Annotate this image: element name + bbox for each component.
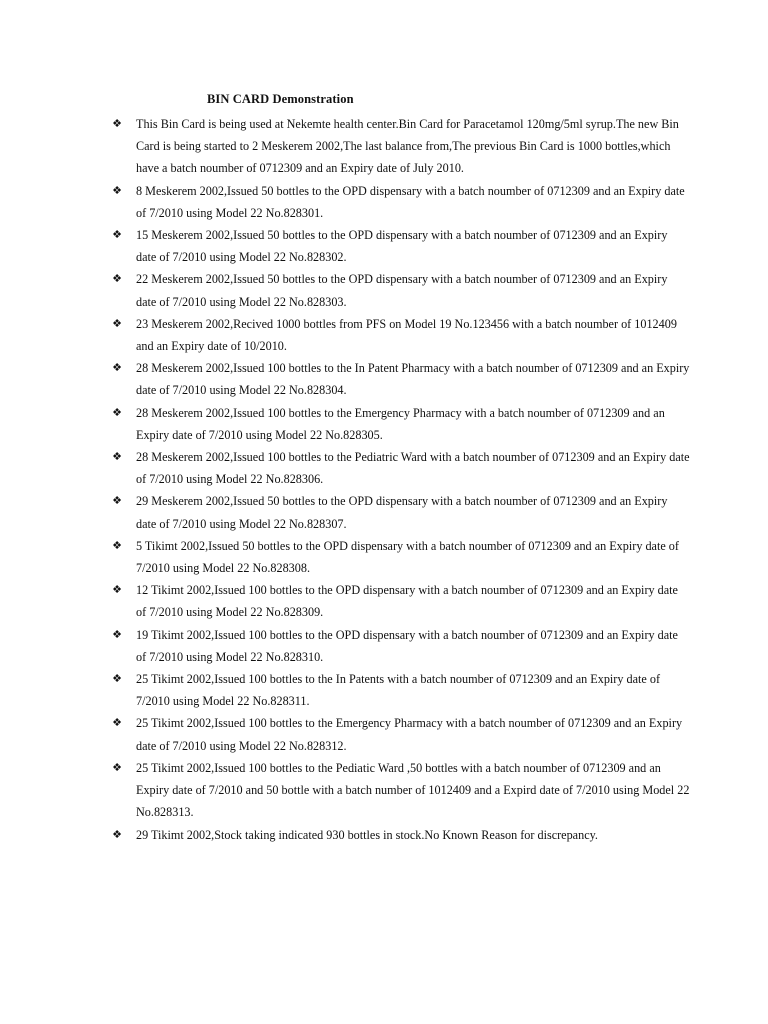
diamond-bullet-icon: ❖ xyxy=(112,672,122,686)
list-item xyxy=(110,446,690,490)
entry-text: 25 Tikimt 2002,Issued 100 bottles to the Emergency Pharmacy with a batch noumber of 0712309 and an Expiry date of 7/2010 using Model 22 No.828312. xyxy=(136,716,683,753)
list-item xyxy=(110,113,690,180)
diamond-bullet-icon: ❖ xyxy=(112,827,122,841)
entry-text: 28 Meskerem 2002,Issued 100 bottles to the In Patent Pharmacy with a batch noumber of 0712309 and an Expiry date of 7/2010 using Model 22 No.828304. xyxy=(136,361,690,398)
diamond-bullet-icon: ❖ xyxy=(112,583,122,597)
diamond-bullet-icon: ❖ xyxy=(112,228,122,242)
entry-text: 29 Tikimt 2002,Stock taking indicated 930 bottles in stock.No Known Reason for discrepancy. xyxy=(136,827,598,842)
list-item xyxy=(110,402,690,446)
entry-text: 12 Tikimt 2002,Issued 100 bottles to the OPD dispensary with a batch noumber of 0712309 and an Expiry date of 7/2010 using Model 22 No.828309. xyxy=(136,583,678,620)
diamond-bullet-icon: ❖ xyxy=(112,760,122,774)
list-item xyxy=(110,579,690,623)
entry-text: 25 Tikimt 2002,Issued 100 bottles to the Pediatic Ward ,50 bottles with a batch noumber of 0712309 and an Expiry date of 7/2010 and 50 bottle with a batch number of 1012409 and a Expird date of 7/2010 using Model 22 No.828313. xyxy=(136,760,690,820)
list-item xyxy=(110,712,690,756)
list-item xyxy=(110,180,690,224)
entry-text: 29 Meskerem 2002,Issued 50 bottles to the OPD dispensary with a batch noumber of 0712309 and an Expiry date of 7/2010 using Model 22 No.828307. xyxy=(136,494,668,531)
list-item xyxy=(110,490,690,534)
diamond-bullet-icon: ❖ xyxy=(112,494,122,508)
entry-text: 19 Tikimt 2002,Issued 100 bottles to the OPD dispensary with a batch noumber of 0712309 and an Expiry date of 7/2010 using Model 22 No.828310. xyxy=(136,627,678,664)
entry-text: 28 Meskerem 2002,Issued 100 bottles to the Emergency Pharmacy with a batch noumber of 0712309 and an Expiry date of 7/2010 using Model 22 No.828305. xyxy=(136,405,665,442)
list-item xyxy=(110,824,690,846)
diamond-bullet-icon: ❖ xyxy=(112,538,122,552)
diamond-bullet-icon: ❖ xyxy=(112,183,122,197)
entry-text: This Bin Card is being used at Nekemte health center.Bin Card for Paracetamol 120mg/5ml syrup.The new Bin Card is being started to 2 Meskerem 2002,The last balance from,The previous Bin Card is 1000 bottles,which have a batch noumber of 0712309 and an Expiry date of July 2010. xyxy=(136,117,679,176)
diamond-bullet-icon: ❖ xyxy=(112,627,122,641)
list-item xyxy=(110,268,690,312)
diamond-bullet-icon: ❖ xyxy=(112,361,122,375)
document-title: BIN CARD Demonstration xyxy=(207,92,354,106)
diamond-bullet-icon: ❖ xyxy=(112,316,122,330)
diamond-bullet-icon: ❖ xyxy=(112,405,122,419)
diamond-bullet-icon: ❖ xyxy=(112,716,122,730)
list-item xyxy=(110,757,690,824)
list-item xyxy=(110,624,690,668)
entry-text: 15 Meskerem 2002,Issued 50 bottles to the OPD dispensary with a batch noumber of 0712309 and an Expiry date of 7/2010 using Model 22 No.828302. xyxy=(136,228,668,265)
entry-text: 8 Meskerem 2002,Issued 50 bottles to the OPD dispensary with a batch noumber of 0712309 and an Expiry date of 7/2010 using Model 22 No.828301. xyxy=(136,183,685,220)
diamond-bullet-icon: ❖ xyxy=(112,117,122,130)
diamond-bullet-icon: ❖ xyxy=(112,272,122,286)
entry-text: 25 Tikimt 2002,Issued 100 bottles to the In Patents with a batch noumber of 0712309 and an Expiry date of 7/2010 using Model 22 No.828311. xyxy=(136,672,660,709)
list-item xyxy=(110,357,690,401)
diamond-bullet-icon: ❖ xyxy=(112,450,122,464)
list-item xyxy=(110,668,690,712)
entry-text: 23 Meskerem 2002,Recived 1000 bottles from PFS on Model 19 No.123456 with a batch noumber of 1012409 and an Expiry date of 10/2010. xyxy=(136,316,677,354)
entry-text: 22 Meskerem 2002,Issued 50 bottles to the OPD dispensary with a batch noumber of 0712309 and an Expiry date of 7/2010 using Model 22 No.828303. xyxy=(136,272,668,309)
entry-text: 5 Tikimt 2002,Issued 50 bottles to the OPD dispensary with a batch noumber of 0712309 and an Expiry date of 7/2010 using Model 22 No.828308. xyxy=(136,538,679,576)
list-item xyxy=(110,313,690,357)
entry-text: 28 Meskerem 2002,Issued 100 bottles to the Pediatric Ward with a batch noumber of 0712309 and an Expiry date of 7/2010 using Model 22 No.828306. xyxy=(136,450,690,487)
entry-list xyxy=(110,113,690,846)
list-item xyxy=(110,535,690,579)
list-item xyxy=(110,224,690,268)
